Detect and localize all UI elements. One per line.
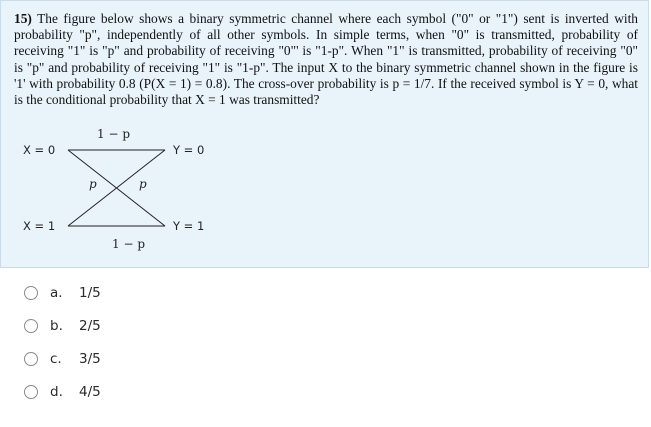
option-d-value: 4/5 <box>79 384 101 400</box>
bottom-prob-label: 1 − p <box>112 237 145 251</box>
question-number: 15) <box>14 11 32 26</box>
option-a-value: 1/5 <box>79 285 101 301</box>
radio-b[interactable] <box>24 319 38 333</box>
left-cross-prob-label: p <box>89 177 97 191</box>
option-c[interactable] <box>24 347 101 371</box>
channel-lines <box>1 119 650 269</box>
option-a[interactable] <box>24 281 101 305</box>
channel-diagram <box>1 119 650 269</box>
option-b-value: 2/5 <box>79 318 101 334</box>
option-b[interactable] <box>24 314 101 338</box>
input-1-label: X = 1 <box>23 219 56 233</box>
radio-c[interactable] <box>24 352 38 366</box>
option-d[interactable] <box>24 380 101 404</box>
output-1-label: Y = 1 <box>173 219 205 233</box>
option-d-letter: d. <box>50 384 63 400</box>
option-c-letter: c. <box>50 351 62 367</box>
radio-d[interactable] <box>24 385 38 399</box>
top-prob-label: 1 − p <box>97 127 130 141</box>
option-a-letter: a. <box>50 285 63 301</box>
radio-a[interactable] <box>24 286 38 300</box>
question-text <box>14 11 638 108</box>
right-cross-prob-label: p <box>139 177 147 191</box>
output-0-label: Y = 0 <box>173 143 205 157</box>
input-0-label: X = 0 <box>23 143 56 157</box>
option-b-letter: b. <box>50 318 63 334</box>
question-body: The figure below shows a binary symmetric channel where each symbol ("0" or "1") sent is inverted with probability "p", independently of all other symbols. In simple terms, when "0" is transmitted, probability of receiving "1" is "p" and probability of receiving "0"' is "1-p". When "1" is transmitted, probability of receiving "0" is "p" and probability of receiving "1" is "1-p". The input X to the binary symmetric channel shown in the figure is '1' with probability 0.8 (P(X = 1) = 0.8). The cross-over probability is p = 1/7. If the received symbol is Y = 0, what is the conditional probability that X = 1 was transmitted? <box>14 11 639 108</box>
option-c-value: 3/5 <box>79 351 101 367</box>
